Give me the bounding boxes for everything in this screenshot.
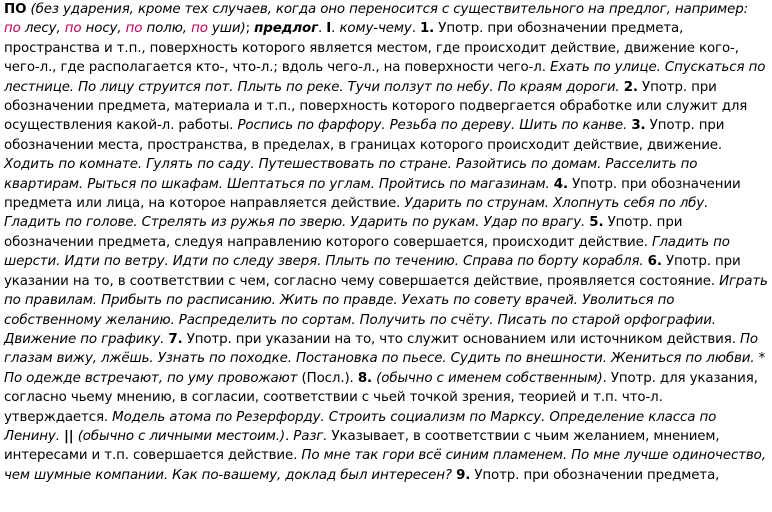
italic-text: Разг. — [293, 428, 328, 444]
italic-text: Ударить по струнам. Хлопнуть себя по лбу. Гладить по голове. Стрелять из ружья по зверю. Ударить по рукам. Удар по врагу. — [4, 196, 709, 231]
accent-preposition: по — [191, 21, 208, 37]
definition-text: . Употр. для указания, согласно чьему мнению, в согласии, соответствии с чьей точкой зрения, теорией и т.п. что-л. утверждается. — [4, 370, 758, 425]
italic-text: Гладить по шерсти. Идти по ветру. Идти по следу зверя. Плыть по течению. Справа по борту корабля. — [4, 234, 730, 270]
definition-text: Употр. при обозначении места, пространства, в пределах, в границах которого происходит действие, движение. — [4, 118, 725, 153]
sense-number: 6. — [647, 254, 662, 270]
italic-text: По мне так гори всё синим пламенем. По мне лучше одиночество, чем шумные компании. Как по-вашему, доклад был интересен? — [4, 448, 766, 483]
italic-text: Роспись по фарфору. Резьба по дереву. Шить по канве. — [237, 118, 628, 134]
sense-number: 2. — [623, 79, 638, 95]
sense-number: 3. — [631, 118, 646, 134]
definition-text: . — [285, 428, 294, 444]
italic-text: (без ударения, кроме тех случаев, когда оно переносится с существительного на предлог, например: — [30, 2, 749, 17]
grammar-label: предлог — [254, 21, 318, 37]
sense-number: 9. — [456, 467, 471, 483]
accent-preposition: по — [125, 21, 143, 37]
definition-text: ; — [245, 21, 255, 37]
definition-text: Употр. при обозначении предмета, следуя направлению которого совершается, происходит действие. — [4, 215, 683, 250]
sense-number: 8. — [357, 370, 373, 386]
definition-text: Употр. при обозначении предмета, материала и т.п., поверхность которого подвергается обработке или служит для осуществления какой-л. работы. — [4, 79, 748, 134]
definition-text: Употр. при обозначении предмета, пространства и т.п., поверхность которого является местом, где происходит действие, движение кого-, чего-л., где располагается кто-, что-л.; вдоль чего-л., на поверхности чего-л. — [4, 21, 739, 76]
italic-text: лесу, — [24, 21, 65, 37]
headword: ПО — [4, 2, 27, 17]
sense-number: I — [326, 21, 332, 37]
accent-preposition: по — [4, 21, 21, 37]
definition-text: . — [411, 21, 420, 37]
sense-number: 5. — [589, 215, 604, 231]
definition-text: Употр. при обозначении предмета или лица, на которое направляется действие. — [4, 176, 741, 212]
accent-preposition: по — [64, 21, 82, 37]
italic-text: носу, — [81, 21, 126, 37]
definition-text: Употр. при указании на то, что служит основанием или источником действия. — [182, 331, 740, 347]
italic-text: (обычно с личными местоим.) — [77, 428, 285, 444]
definition-text: Употр. при обозначении предмета, — [470, 467, 720, 483]
italic-text: полю, — [142, 21, 192, 37]
italic-text: уши) — [207, 21, 246, 37]
definition-text: Употр. при указании на то, в соответствии с чем, согласно чему совершается действие, проявляется состояние. — [4, 254, 741, 289]
italic-text: Ходить по комнате. Гулять по саду. Путешествовать по стране. Разойтись по домам. Расселить по квартирам. Рыться по шкафам. Шептаться по углам. Пройтись по магазинам. — [4, 157, 698, 192]
definition-text: (Посл.). — [297, 370, 358, 386]
italic-text: кому-чему — [339, 21, 412, 37]
definition-text: Указывает, в соответствии с чьим желанием, мнением, интересами и т.п. совершается действие. — [4, 428, 720, 464]
sense-number: 1. — [419, 21, 435, 37]
italic-text: По глазам вижу, лжёшь. Узнать по походке. Постановка по пьесе. Судить по внешности. Жениться по любви. * По одежде встречают, по уму провожают — [4, 331, 766, 386]
definition-text: . — [318, 21, 327, 37]
italic-text: (обычно с именем собственным) — [376, 370, 603, 386]
sense-number: 7. — [168, 331, 183, 347]
italic-text: Играть по правилам. Прибыть по расписанию. Жить по правде. Уехать по совету врачей. Уволиться по собственному желанию. Распределить по сортам. Получить по счёту. Писать по старой орфографии. Движение по графику. — [4, 273, 768, 347]
italic-text: Ехать по улице. Спускаться по лестнице. По лицу струится пот. Плыть по реке. Тучи ползут по небу. По краям дороги. — [4, 60, 766, 95]
grammar-label: || — [64, 428, 74, 444]
definition-text: . — [331, 21, 340, 37]
italic-text: Модель атома по Резерфорду. Строить социализм по Марксу. Определение класса по Ленину. — [4, 409, 717, 444]
sense-number: 4. — [553, 176, 568, 192]
